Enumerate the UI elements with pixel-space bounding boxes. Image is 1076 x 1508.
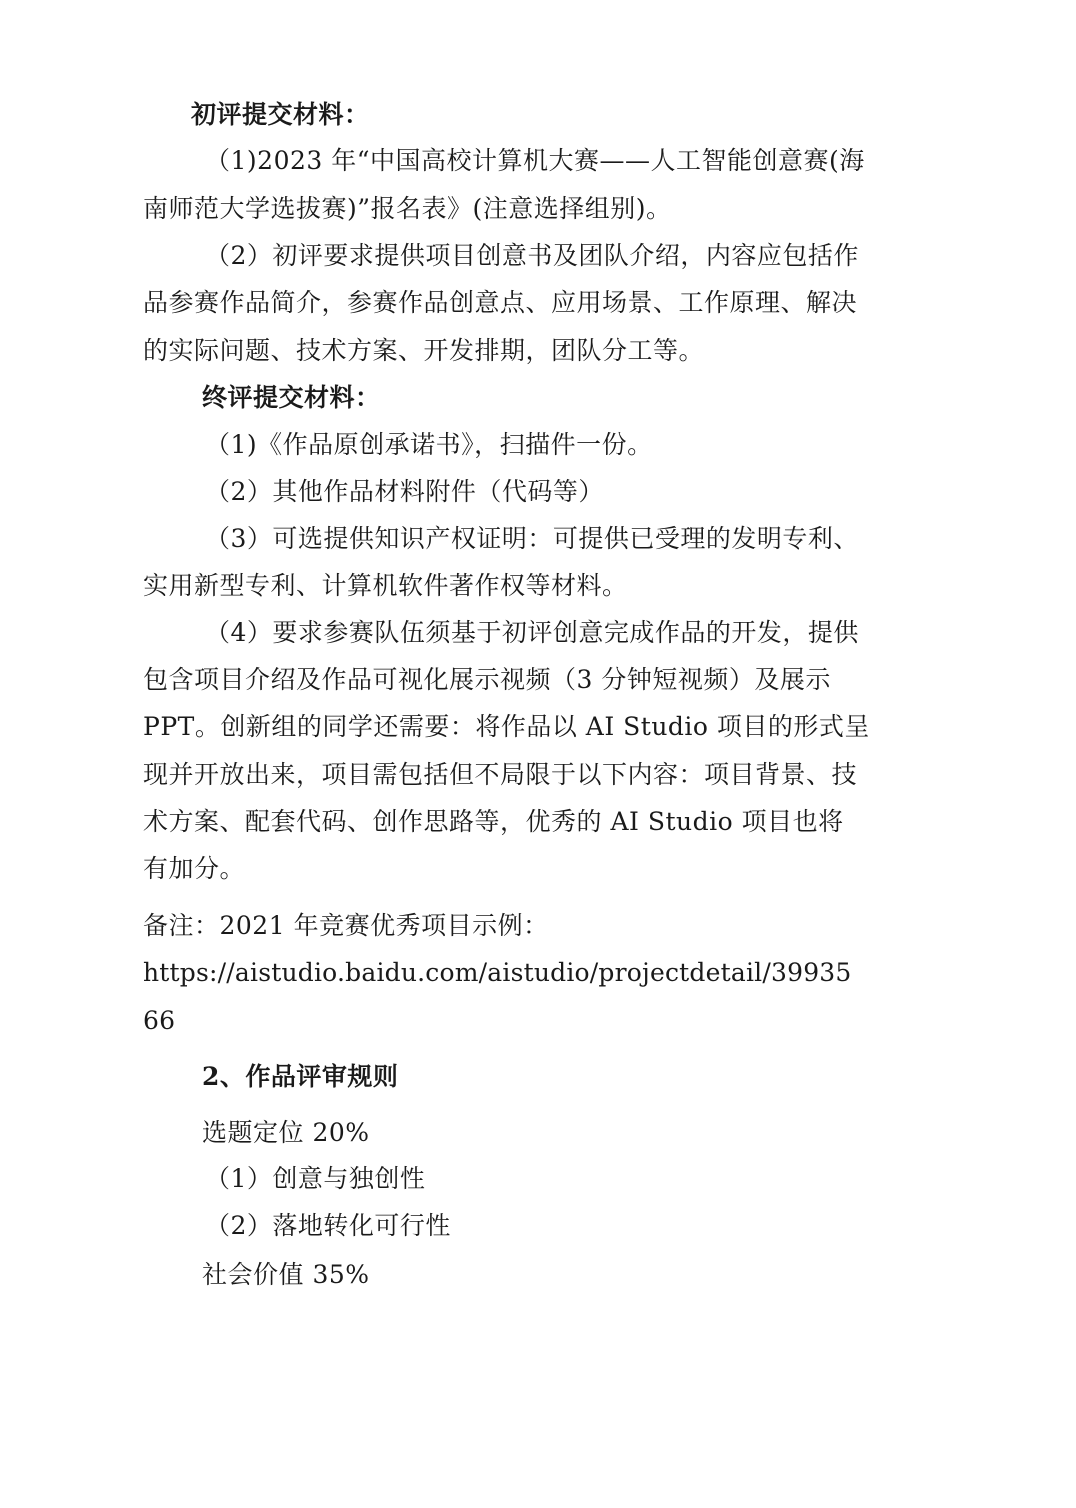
note-url-link-cont[interactable]: 66 bbox=[143, 1006, 176, 1035]
rules-category-topic: 选题定位 20% bbox=[202, 1118, 370, 1147]
initial-review-item-2-cont: 品参赛作品简介，参赛作品创意点、应用场景、工作原理、解决 bbox=[143, 288, 858, 317]
initial-review-heading: 初评提交材料： bbox=[191, 100, 370, 129]
final-review-item-1: （1)《作品原创承诺书》，扫描件一份。 bbox=[205, 430, 653, 459]
initial-review-item-1-cont: 南师范大学选拔赛)”报名表》(注意选择组别)。 bbox=[143, 194, 672, 223]
initial-review-item-1: （1)2023 年“中国高校计算机大赛——人工智能创意赛(海 bbox=[205, 146, 865, 175]
final-review-item-4-cont: 包含项目介绍及作品可视化展示视频（3 分钟短视频）及展示 bbox=[143, 665, 831, 694]
final-review-item-4-cont2: PPT。创新组的同学还需要：将作品以 AI Studio 项目的形式呈 bbox=[143, 712, 870, 741]
note-label: 备注：2021 年竞赛优秀项目示例： bbox=[143, 911, 549, 940]
final-review-item-2: （2）其他作品材料附件（代码等） bbox=[205, 477, 604, 506]
final-review-item-4-cont5: 有加分。 bbox=[143, 854, 246, 883]
rules-topic-item-1: （1）创意与独创性 bbox=[205, 1164, 426, 1193]
final-review-item-4: （4）要求参赛队伍须基于初评创意完成作品的开发，提供 bbox=[205, 618, 859, 647]
rules-category-social-value: 社会价值 35% bbox=[202, 1260, 370, 1289]
note-url-link[interactable]: https://aistudio.baidu.com/aistudio/projectdetail/39935 bbox=[143, 958, 852, 987]
initial-review-item-2-cont2: 的实际问题、技术方案、开发排期，团队分工等。 bbox=[143, 336, 705, 365]
rules-topic-item-2: （2）落地转化可行性 bbox=[205, 1211, 451, 1240]
rules-heading: 2、作品评审规则 bbox=[202, 1062, 399, 1091]
initial-review-item-2: （2）初评要求提供项目创意书及团队介绍，内容应包括作 bbox=[205, 241, 859, 270]
final-review-heading: 终评提交材料： bbox=[202, 383, 381, 412]
final-review-item-4-cont3: 现并开放出来，项目需包括但不局限于以下内容：项目背景、技 bbox=[143, 760, 858, 789]
final-review-item-3-cont: 实用新型专利、计算机软件著作权等材料。 bbox=[143, 571, 628, 600]
final-review-item-3: （3）可选提供知识产权证明：可提供已受理的发明专利、 bbox=[205, 524, 859, 553]
final-review-item-4-cont4: 术方案、配套代码、创作思路等，优秀的 AI Studio 项目也将 bbox=[143, 807, 844, 836]
